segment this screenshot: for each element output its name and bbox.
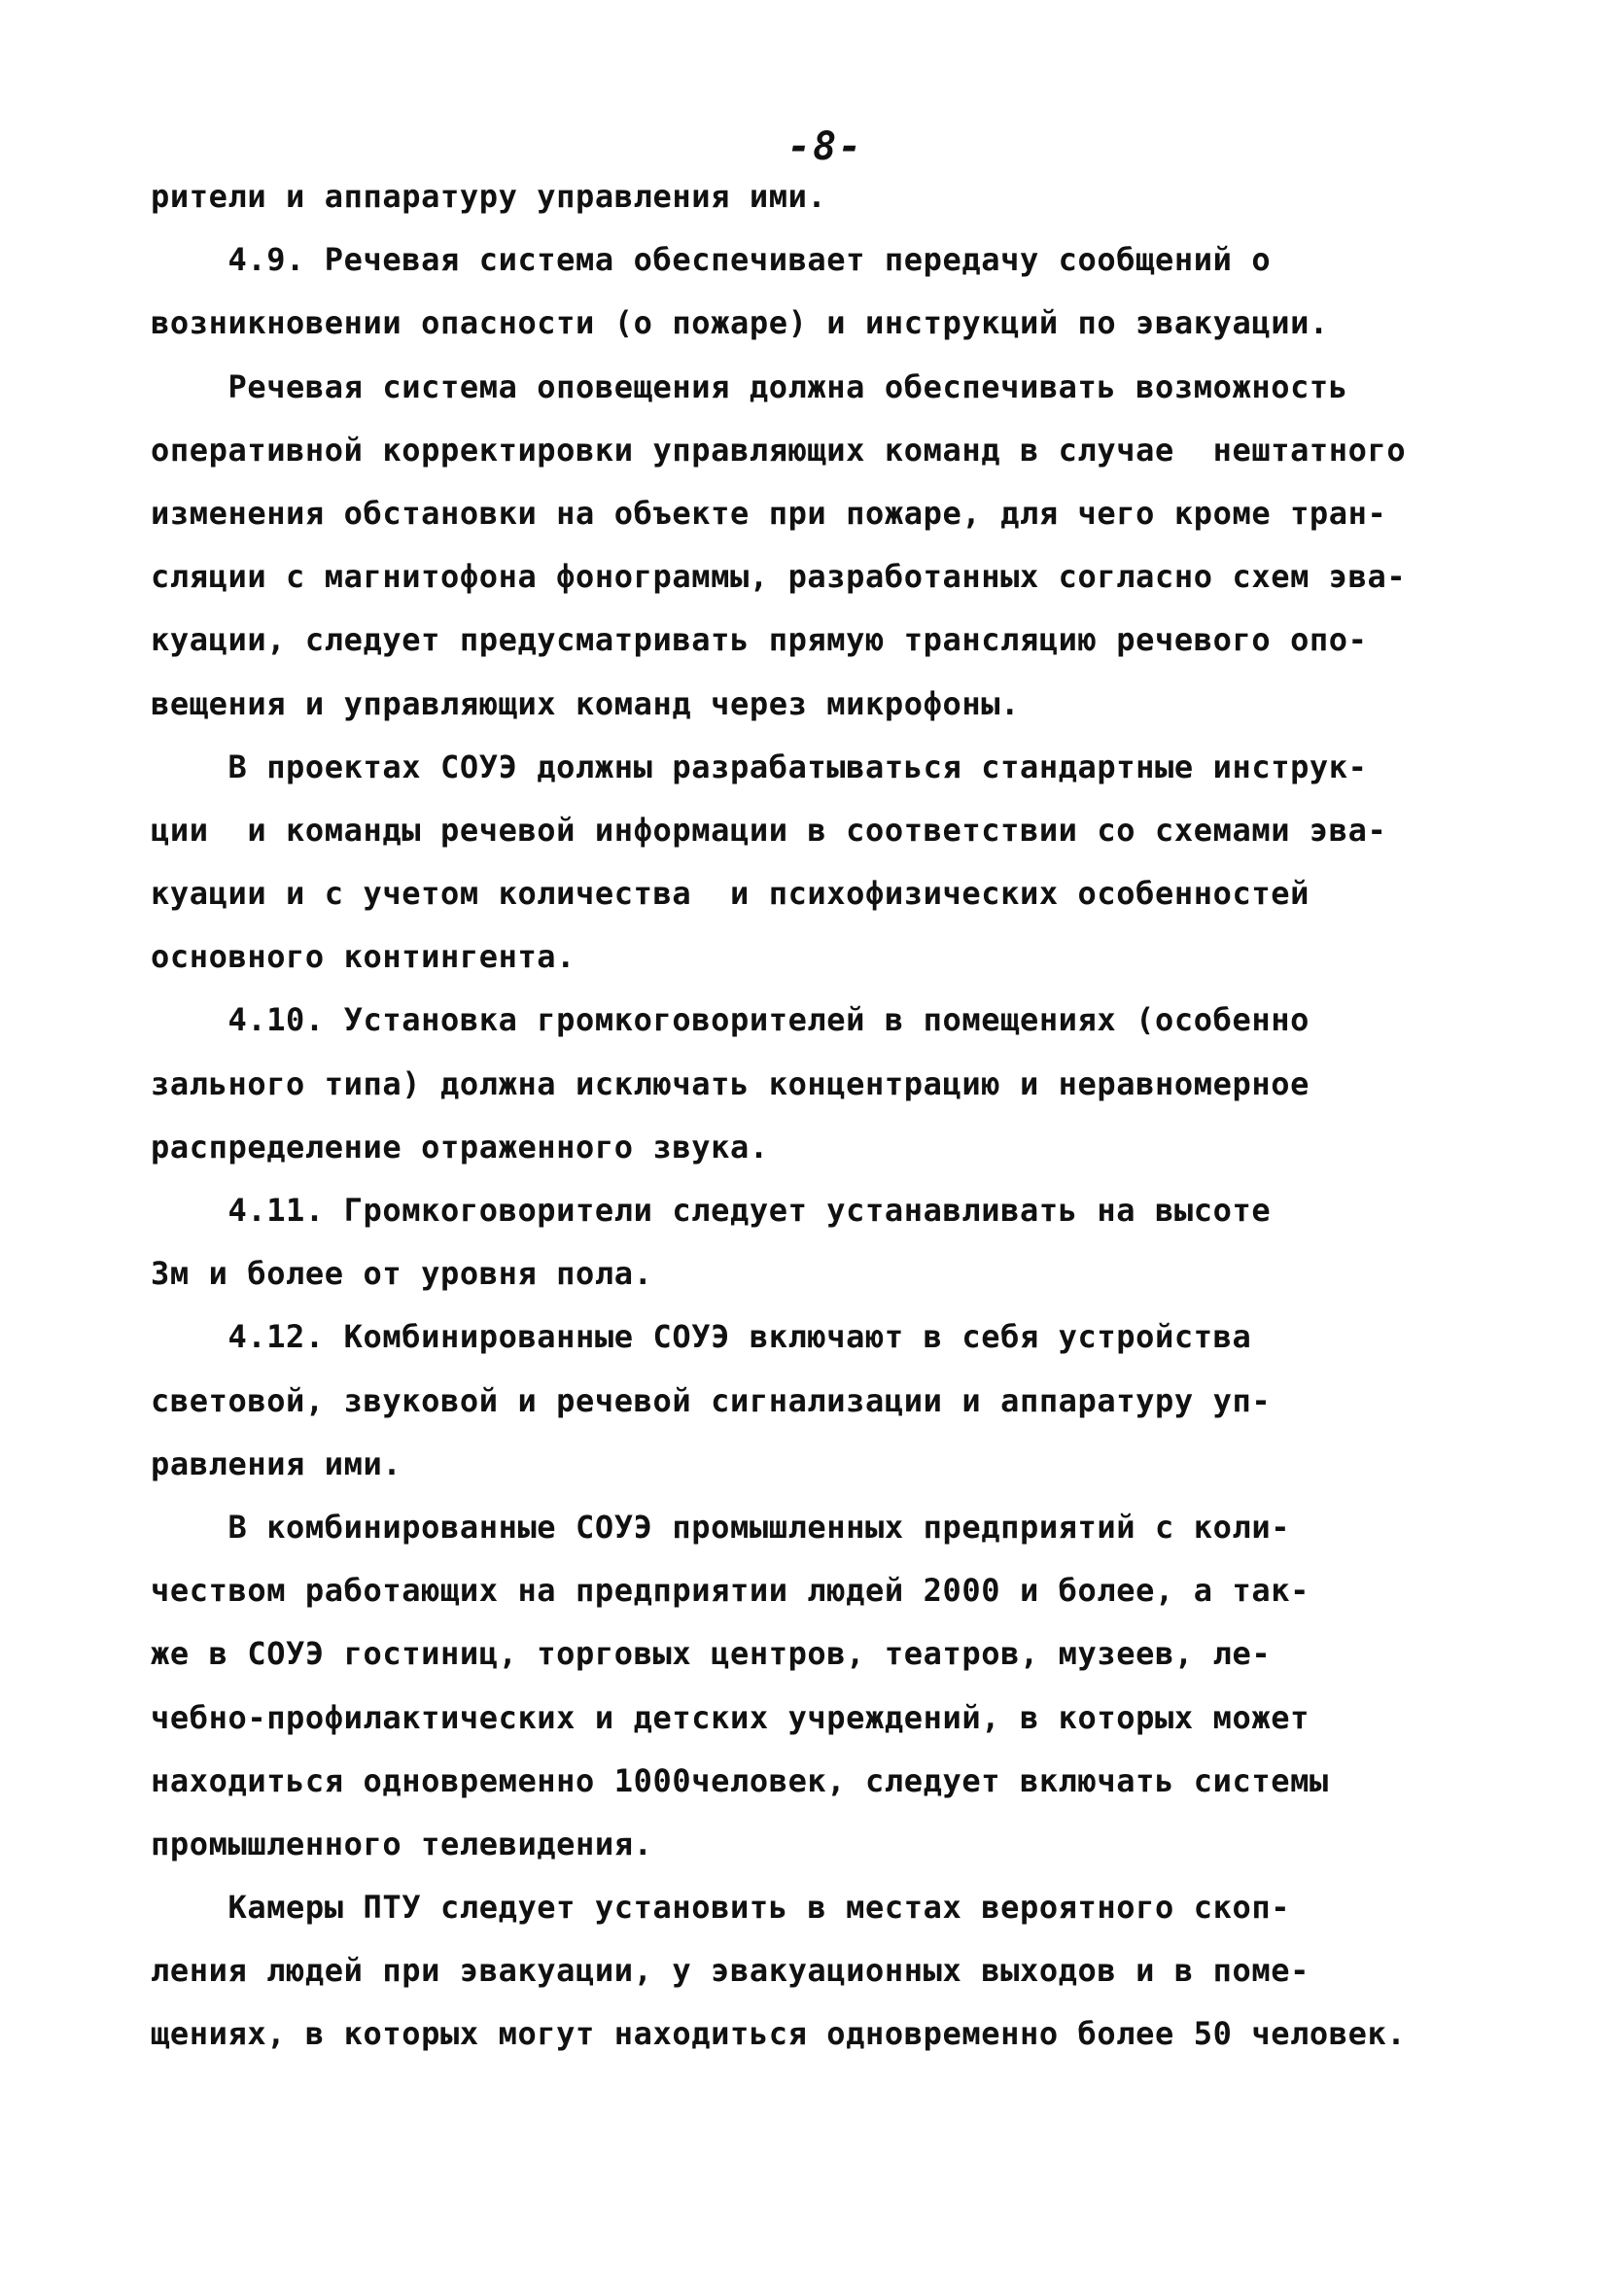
text-line: промышленного телевидения. bbox=[151, 1825, 653, 1862]
text-line: ции и команды речевой информации в соответствии со схемами эва- bbox=[151, 811, 1387, 849]
text-line: чебно-профилактических и детских учреждений, в которых может bbox=[151, 1698, 1310, 1736]
text-line: световой, звуковой и речевой сигнализации и аппаратуру уп- bbox=[151, 1381, 1272, 1419]
text-line: 4.12. Комбинированные СОУЭ включают в себя устройства bbox=[151, 1318, 1252, 1356]
text-line: Камеры ПТУ следует установить в местах вероятного скоп- bbox=[151, 1889, 1291, 1927]
text-line: куации и с учетом количества и психофизических особенностей bbox=[151, 875, 1310, 913]
text-line: ления людей при эвакуации, у эвакуационных выходов и в поме- bbox=[151, 1952, 1310, 1990]
text-line: щениях, в которых могут находиться одновременно более 50 человек. bbox=[151, 2015, 1407, 2053]
text-line: изменения обстановки на объекте при пожаре, для чего кроме тран- bbox=[151, 494, 1387, 532]
text-line: чеством работающих на предприятии людей 2000 и более, а так- bbox=[151, 1572, 1310, 1610]
text-line: Речевая система оповещения должна обеспечивать возможность bbox=[151, 367, 1348, 405]
body-text bbox=[151, 165, 1492, 2067]
text-line: рители и аппаратуру управления ими. bbox=[151, 178, 827, 215]
text-line: возникновении опасности (о пожаре) и инструкций по эвакуации. bbox=[151, 304, 1329, 342]
text-line: равления ими. bbox=[151, 1444, 402, 1482]
text-line: В проектах СОУЭ должны разрабатываться стандартные инструк- bbox=[151, 748, 1368, 785]
text-line: вещения и управляющих команд через микрофоны. bbox=[151, 684, 1020, 722]
page-number: -8- bbox=[787, 124, 864, 169]
text-line: 4.9. Речевая система обеспечивает передачу сообщений о bbox=[151, 241, 1272, 279]
text-line: В комбинированные СОУЭ промышленных предприятий с коли- bbox=[151, 1508, 1291, 1546]
text-line: же в СОУЭ гостиниц, торговых центров, театров, музеев, ле- bbox=[151, 1635, 1272, 1673]
text-line: находиться одновременно 1000человек, следует включать системы bbox=[151, 1761, 1329, 1799]
text-line: 4.11. Громкоговорители следует устанавливать на высоте bbox=[151, 1192, 1272, 1229]
text-line: зального типа) должна исключать концентрацию и неравномерное bbox=[151, 1064, 1310, 1102]
text-line: куации, следует предусматривать прямую трансляцию речевого опо- bbox=[151, 621, 1368, 659]
text-line: основного контингента. bbox=[151, 938, 576, 976]
text-line: оперативной корректировки управляющих команд в случае нештатного bbox=[151, 431, 1407, 469]
text-line: распределение отраженного звука. bbox=[151, 1128, 769, 1165]
text-line: сляции с магнитофона фонограммы, разработанных согласно схем эва- bbox=[151, 558, 1407, 596]
text-line: 3м и более от уровня пола. bbox=[151, 1255, 653, 1293]
text-line: 4.10. Установка громкоговорителей в помещениях (особенно bbox=[151, 1001, 1310, 1039]
